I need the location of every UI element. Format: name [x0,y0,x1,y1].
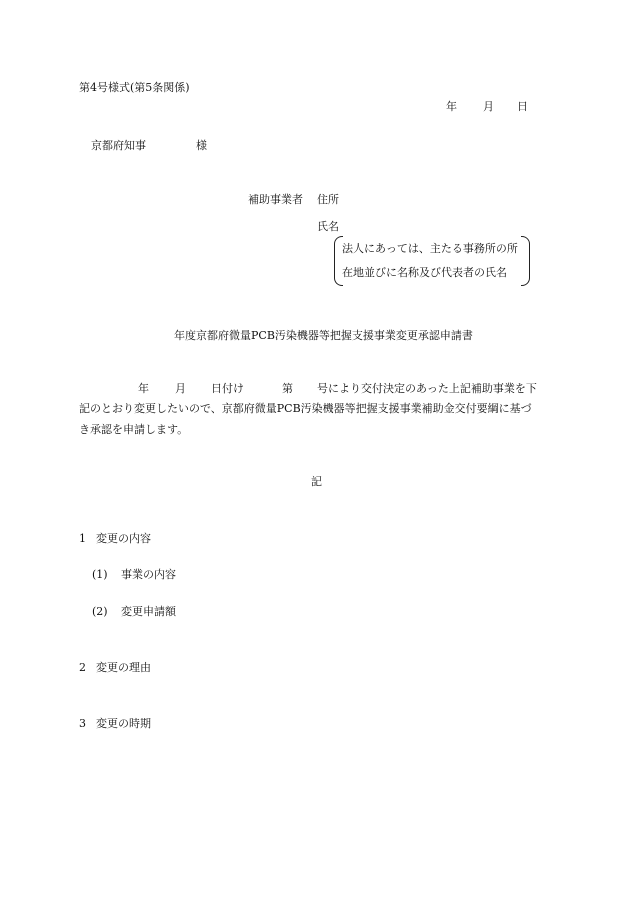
item-label: 事業の内容 [121,568,176,581]
addressee-honorific: 様 [196,139,207,152]
addressee-title: 京都府知事 [91,139,146,152]
body-year: 年 [138,382,149,395]
item-label: 変更申請額 [121,605,176,618]
date-day: 日 [517,100,528,113]
item-number: 1 [79,532,86,545]
address-label: 住所 [317,193,339,206]
item-label: 変更の時期 [96,717,151,730]
body-line2: 記のとおり変更したいので、京都府微量PCB汚染機器等把握支援事業補助金交付要綱に基づ [79,402,532,415]
body-no: 第 [282,382,293,395]
applicant-note-line2: 在地並びに名称及び代表者の氏名 [342,266,507,279]
date-year: 年 [446,100,457,113]
item-label: 変更の内容 [96,532,151,545]
item-number: (2) [92,605,108,618]
name-label: 氏名 [317,220,339,233]
body-line3: き承認を申請します。 [79,423,189,436]
ki-label: 記 [311,475,322,488]
date-month: 月 [483,100,494,113]
document-title: 年度京都府微量PCB汚染機器等把握支援事業変更承認申請書 [174,329,473,342]
item-number: (1) [92,568,108,581]
body-date: 日付け [211,382,244,395]
form-number: 第4号様式(第5条関係) [79,81,190,94]
body-month: 月 [175,382,186,395]
item-number: 3 [79,717,86,730]
applicant-role: 補助事業者 [248,193,303,206]
note-bracket-right [521,236,530,286]
applicant-note-line1: 法人にあっては、主たる事務所の所 [342,242,518,255]
body-line1-rest: 号により交付決定のあった上記補助事業を下 [317,382,537,395]
item-number: 2 [79,661,86,674]
item-label: 変更の理由 [96,661,151,674]
